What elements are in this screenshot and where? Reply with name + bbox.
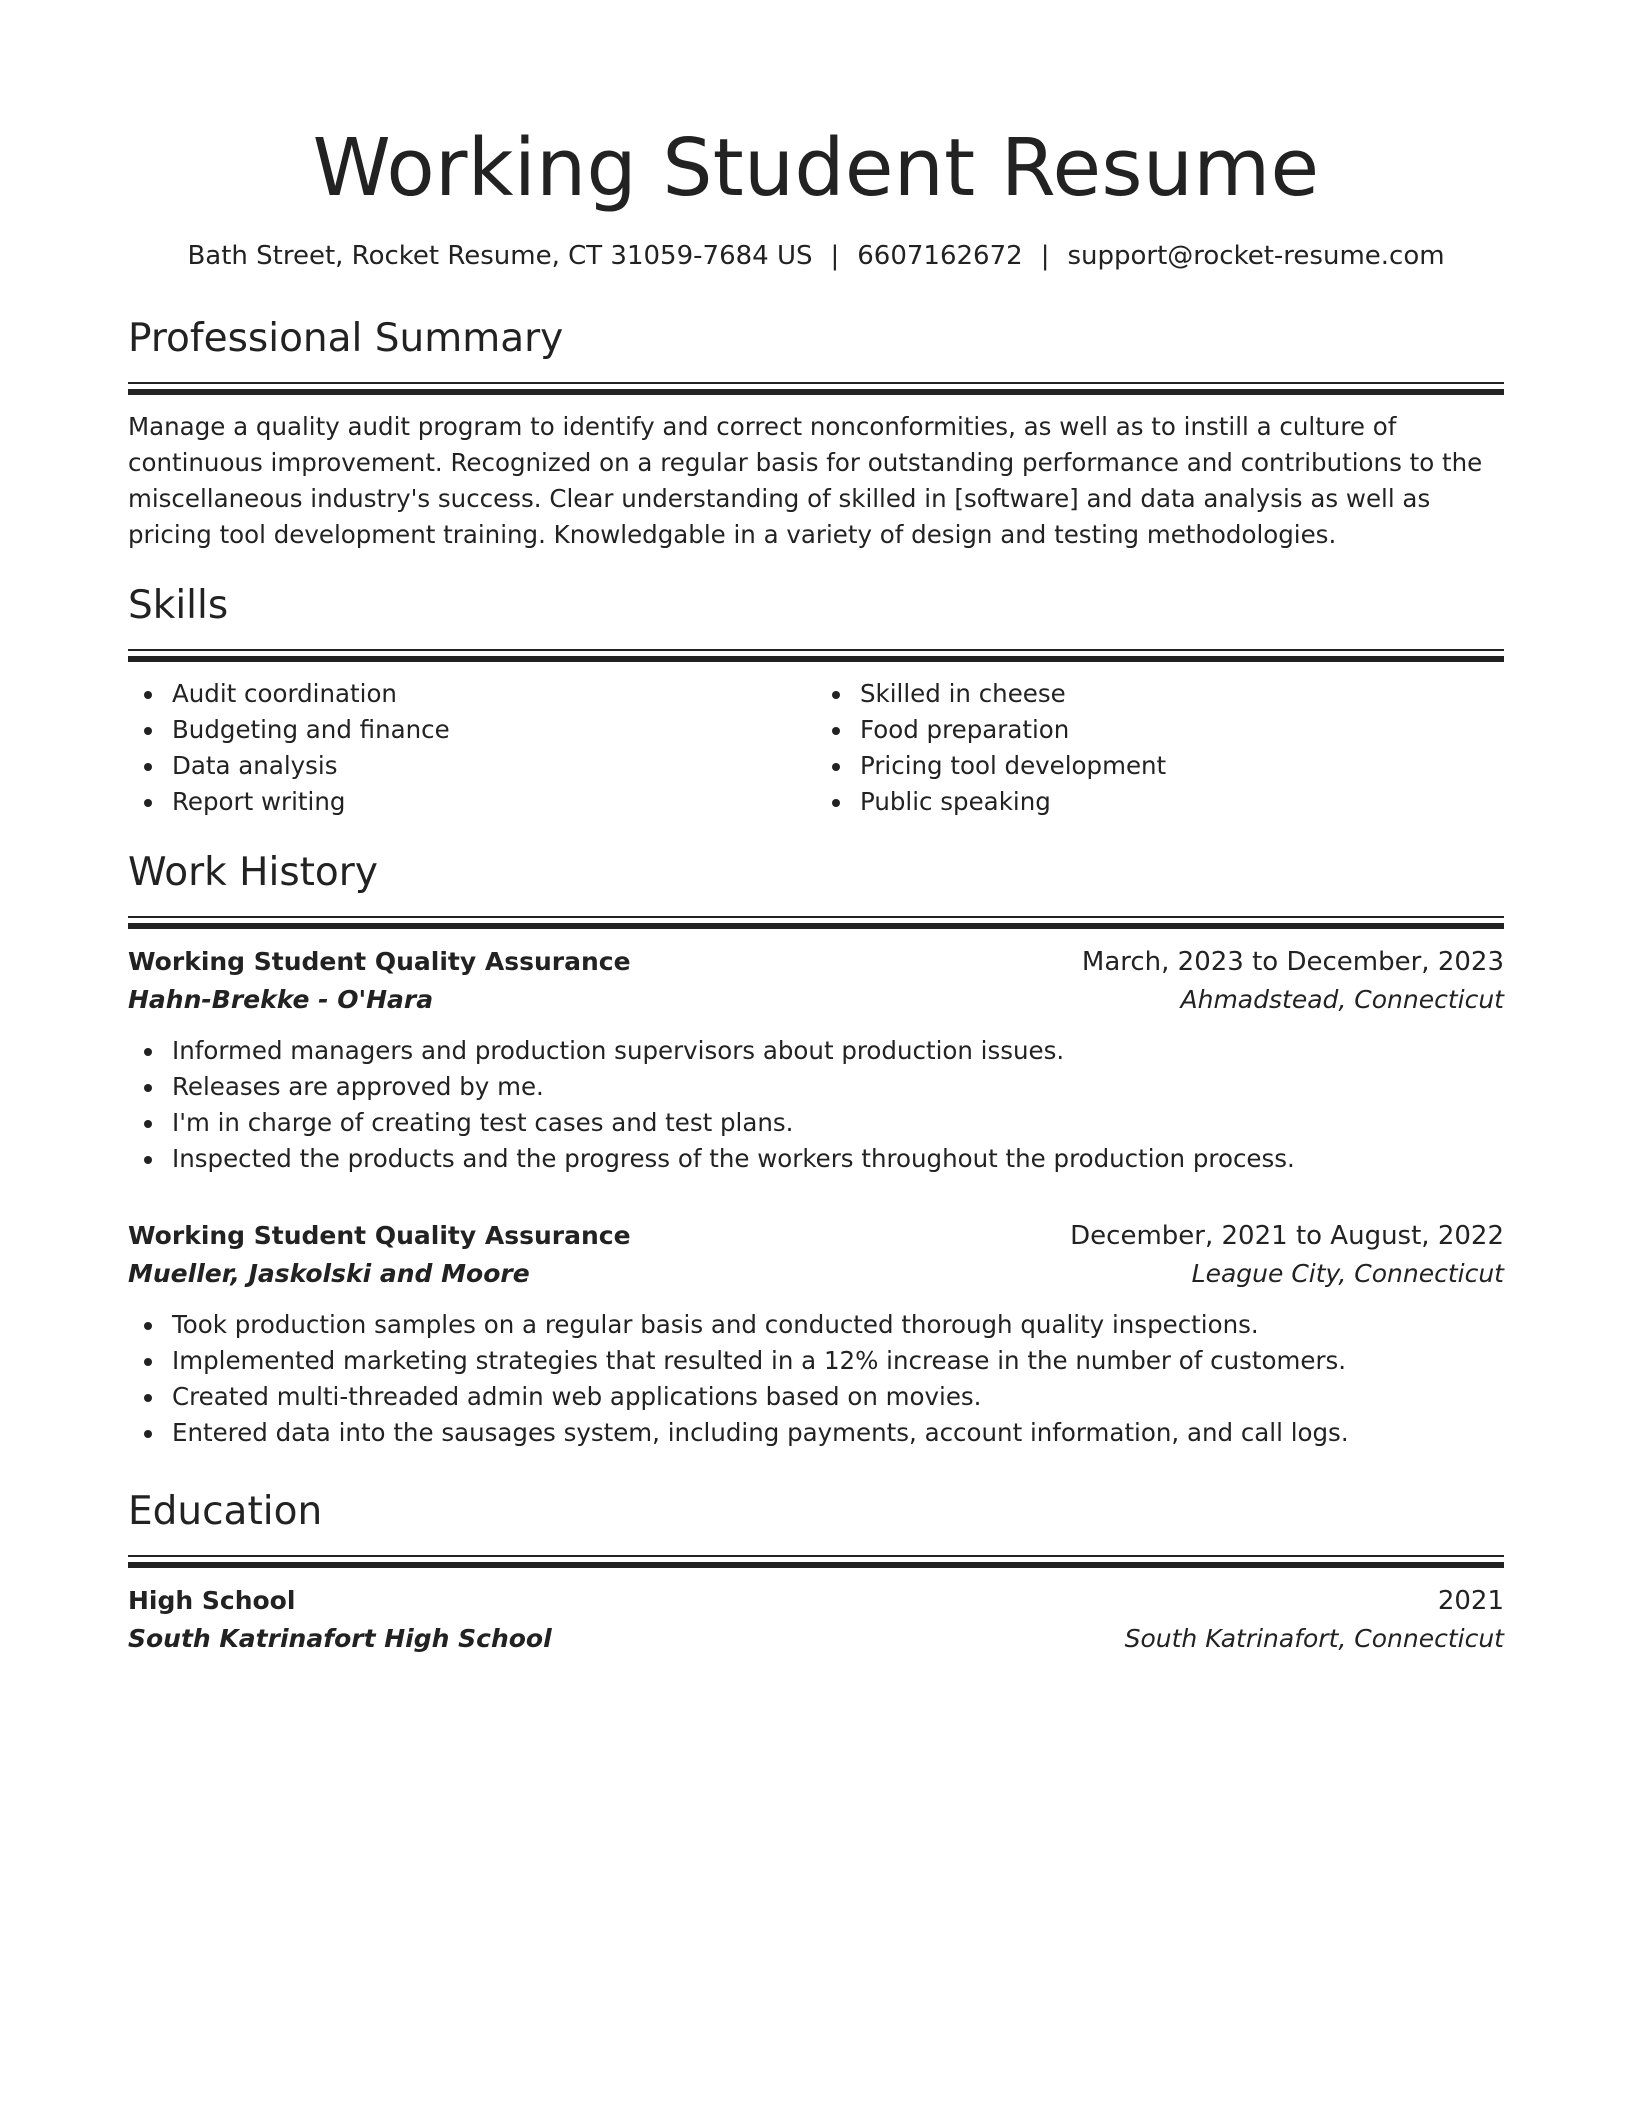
education-school: South Katrinafort High School xyxy=(128,1624,552,1653)
section-divider xyxy=(128,916,1504,929)
job-entry xyxy=(128,1217,1504,1451)
job-bullet: Implemented marketing strategies that resulted in a 12% increase in the number of customers. xyxy=(172,1343,1504,1379)
education-entry xyxy=(128,1582,1504,1658)
job-bullet: Took production samples on a regular basis and conducted thorough quality inspections. xyxy=(172,1307,1504,1343)
job-bullet: Entered data into the sausages system, including payments, account information, and call logs. xyxy=(172,1415,1504,1451)
contact-separator: | xyxy=(1040,241,1050,271)
skill-item: Audit coordination xyxy=(172,676,816,712)
job-header-row xyxy=(128,943,1504,981)
skills-heading: Skills xyxy=(128,583,229,628)
skill-item: Food preparation xyxy=(860,712,1504,748)
job-bullet: Informed managers and production supervisors about production issues. xyxy=(172,1033,1504,1069)
skill-item: Budgeting and finance xyxy=(172,712,816,748)
job-bullet: Created multi-threaded admin web applications based on movies. xyxy=(172,1379,1504,1415)
job-company: Hahn-Brekke - O'Hara xyxy=(128,985,434,1014)
job-dates: March, 2023 to December, 2023 xyxy=(1081,947,1504,977)
job-header-row xyxy=(128,1217,1504,1255)
education-heading: Education xyxy=(128,1489,323,1534)
education-degree: High School xyxy=(128,1586,296,1615)
section-divider xyxy=(128,649,1504,662)
job-dates: December, 2021 to August, 2022 xyxy=(1070,1221,1504,1251)
education-section xyxy=(128,1487,1504,1658)
resume-title: Working Student Resume xyxy=(312,122,1320,214)
job-bullets xyxy=(128,1307,1504,1451)
job-bullet: Releases are approved by me. xyxy=(172,1069,1504,1105)
job-bullet: I'm in charge of creating test cases and test plans. xyxy=(172,1105,1504,1141)
job-location: League City, Connecticut xyxy=(1191,1259,1504,1288)
job-bullet: Inspected the products and the progress of the workers throughout the production process. xyxy=(172,1141,1504,1177)
job-entry xyxy=(128,943,1504,1177)
summary-text: Manage a quality audit program to identify and correct nonconformities, as well as to instill a culture of continuous improvement. Recognized on a regular basis for outstanding performance and contributions to the miscellaneous industry's success. Clear understanding of skilled in [software] and data analysis as well as pricing tool development training. Knowledgable in a variety of design and testing methodologies. xyxy=(128,412,1483,549)
skills-column-left xyxy=(128,676,816,820)
skill-item: Data analysis xyxy=(172,748,816,784)
work-section xyxy=(128,848,1504,1451)
skill-item: Public speaking xyxy=(860,784,1504,820)
contact-separator: | xyxy=(830,241,840,271)
summary-heading: Professional Summary xyxy=(128,316,564,361)
skills-column-right xyxy=(816,676,1504,820)
contact-phone: 6607162672 xyxy=(857,241,1023,271)
education-school-row xyxy=(128,1620,1504,1658)
section-divider xyxy=(128,382,1504,395)
job-location: Ahmadstead, Connecticut xyxy=(1180,985,1504,1014)
work-heading: Work History xyxy=(128,850,378,895)
summary-section xyxy=(128,314,1504,553)
contact-email: support@rocket-resume.com xyxy=(1067,241,1445,271)
job-title: Working Student Quality Assurance xyxy=(128,947,631,976)
skills-section xyxy=(128,581,1504,820)
education-location: South Katrinafort, Connecticut xyxy=(1124,1624,1504,1653)
education-year: 2021 xyxy=(1437,1586,1504,1616)
skill-item: Report writing xyxy=(172,784,816,820)
job-title: Working Student Quality Assurance xyxy=(128,1221,631,1250)
job-company-row xyxy=(128,981,1504,1019)
job-company: Mueller, Jaskolski and Moore xyxy=(128,1259,530,1288)
skills-grid xyxy=(128,676,1504,820)
job-company-row xyxy=(128,1255,1504,1293)
contact-address: Bath Street, Rocket Resume, CT 31059-7684 US xyxy=(187,241,813,271)
skill-item: Skilled in cheese xyxy=(860,676,1504,712)
job-bullets xyxy=(128,1033,1504,1177)
education-header-row xyxy=(128,1582,1504,1620)
contact-line xyxy=(128,238,1504,274)
skill-item: Pricing tool development xyxy=(860,748,1504,784)
section-divider xyxy=(128,1555,1504,1568)
